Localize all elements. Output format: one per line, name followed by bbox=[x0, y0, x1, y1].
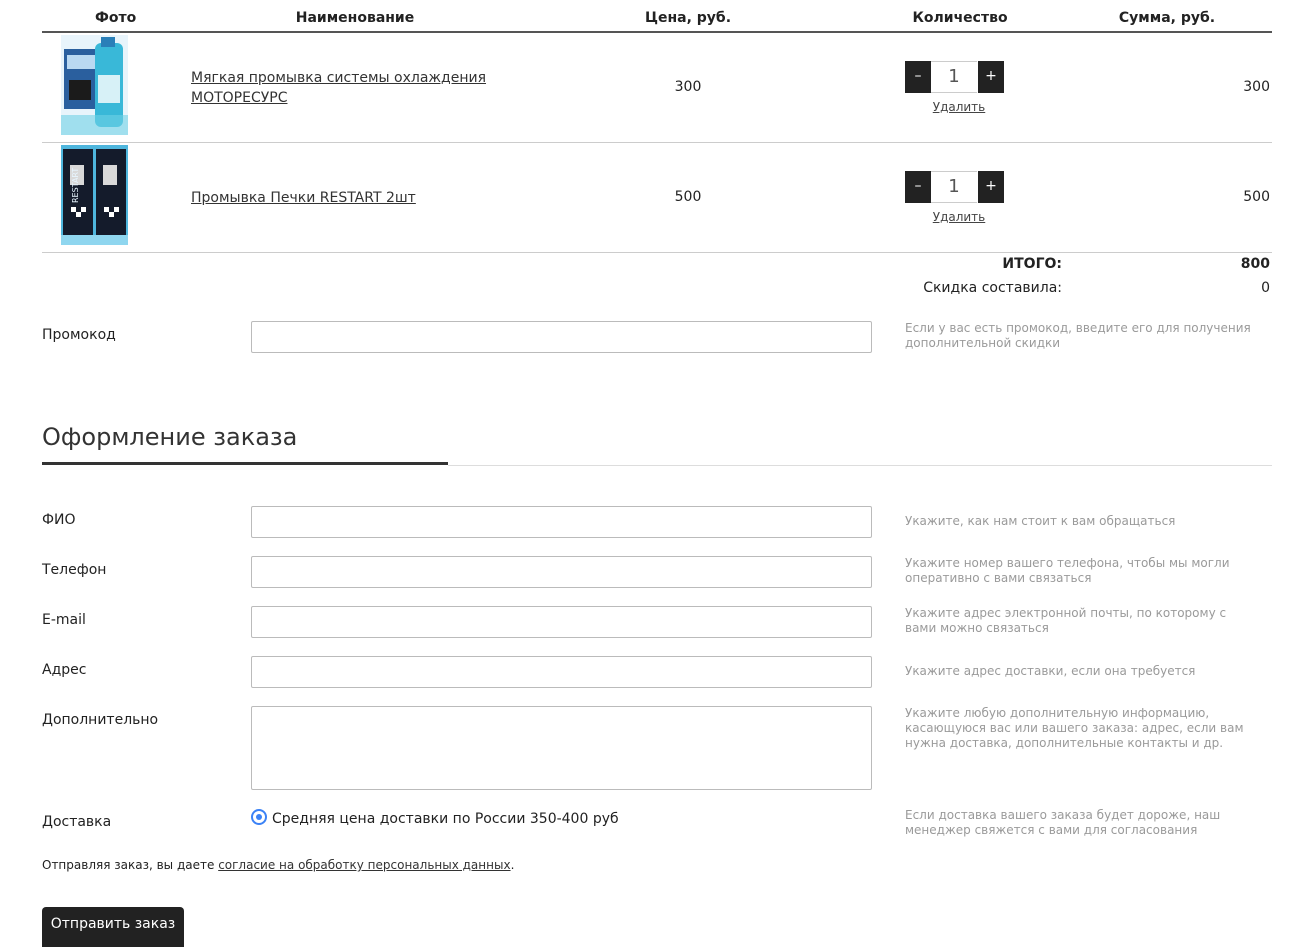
extra-textarea[interactable] bbox=[251, 706, 872, 790]
name-input[interactable] bbox=[251, 506, 872, 538]
phone-input[interactable] bbox=[251, 556, 872, 588]
delete-item-link[interactable]: Удалить bbox=[932, 100, 986, 114]
delete-item-link[interactable]: Удалить bbox=[932, 210, 986, 224]
delivery-hint: Если доставка вашего заказа будет дороже, наш менеджер свяжется с вами для согласования bbox=[905, 808, 1221, 837]
phone-hint: Укажите номер вашего телефона, чтобы мы могли оперативно с вами связаться bbox=[905, 556, 1230, 585]
section-title-underline bbox=[42, 462, 448, 465]
name-hint: Укажите, как нам стоит к вам обращаться bbox=[905, 514, 1176, 528]
product-price: 300 bbox=[674, 79, 702, 95]
qty-minus-button[interactable]: – bbox=[905, 61, 931, 93]
email-label: E-mail bbox=[42, 612, 86, 628]
qty-input[interactable]: 1 bbox=[931, 171, 977, 203]
phone-label: Телефон bbox=[42, 562, 107, 578]
header-qty: Количество bbox=[912, 10, 1008, 26]
header-name: Наименование bbox=[295, 10, 415, 26]
address-label: Адрес bbox=[42, 662, 87, 678]
product-link[interactable]: Мягкая промывка системы охлаждения МОТОРЕСУРС bbox=[191, 70, 487, 106]
product-price: 500 bbox=[674, 189, 702, 205]
row-sum: 300 bbox=[1243, 79, 1270, 95]
qty-minus-button[interactable]: – bbox=[905, 171, 931, 203]
total-label: ИТОГО: bbox=[1002, 256, 1062, 272]
consent-text bbox=[42, 858, 514, 872]
header-photo: Фото bbox=[95, 10, 137, 26]
extra-label: Дополнительно bbox=[42, 712, 159, 728]
qty-input[interactable]: 1 bbox=[931, 61, 977, 93]
consent-suffix: . bbox=[510, 858, 515, 872]
name-label: ФИО bbox=[42, 512, 76, 528]
delivery-label: Доставка bbox=[42, 814, 112, 830]
section-divider bbox=[448, 465, 1272, 466]
delivery-radio[interactable] bbox=[251, 809, 267, 825]
order-section-title: Оформление заказа bbox=[42, 423, 298, 451]
row-divider bbox=[42, 252, 1272, 253]
promo-label: Промокод bbox=[42, 327, 116, 343]
photo-brand-label: RESTART bbox=[71, 167, 80, 203]
submit-order-button[interactable]: Отправить заказ bbox=[42, 907, 184, 947]
row-sum: 500 bbox=[1243, 189, 1270, 205]
address-input[interactable] bbox=[251, 656, 872, 688]
extra-hint: Укажите любую дополнительную информацию, касающуюся вас или вашего заказа: адрес, если вам нужна доставка, дополнительные контакты и др. bbox=[905, 706, 1244, 750]
header-sum: Сумма, руб. bbox=[1118, 10, 1216, 26]
consent-link[interactable]: согласие на обработку персональных данных bbox=[218, 858, 511, 872]
email-input[interactable] bbox=[251, 606, 872, 638]
discount-value: 0 bbox=[1261, 280, 1270, 296]
address-hint: Укажите адрес доставки, если она требуется bbox=[905, 664, 1196, 678]
consent-prefix: Отправляя заказ, вы даете bbox=[42, 858, 219, 872]
qty-plus-button[interactable]: + bbox=[978, 61, 1004, 93]
row-divider bbox=[42, 142, 1272, 143]
product-image-coolant-flush bbox=[61, 35, 128, 135]
promo-hint: Если у вас есть промокод, введите его для получения дополнительной скидки bbox=[905, 321, 1251, 350]
qty-plus-button[interactable]: + bbox=[978, 171, 1004, 203]
product-image-restart bbox=[61, 145, 128, 245]
header-divider bbox=[42, 31, 1272, 33]
delivery-option-label[interactable]: Средняя цена доставки по России 350-400 руб bbox=[272, 811, 619, 827]
header-price: Цена, руб. bbox=[644, 10, 732, 26]
product-link[interactable]: Промывка Печки RESTART 2шт bbox=[191, 190, 416, 206]
promo-input[interactable] bbox=[251, 321, 872, 353]
product-photo[interactable] bbox=[61, 35, 128, 135]
discount-label: Скидка составила: bbox=[923, 280, 1062, 296]
email-hint: Укажите адрес электронной почты, по которому с вами можно связаться bbox=[905, 606, 1227, 635]
product-photo[interactable] bbox=[61, 145, 128, 245]
total-value: 800 bbox=[1240, 256, 1270, 272]
